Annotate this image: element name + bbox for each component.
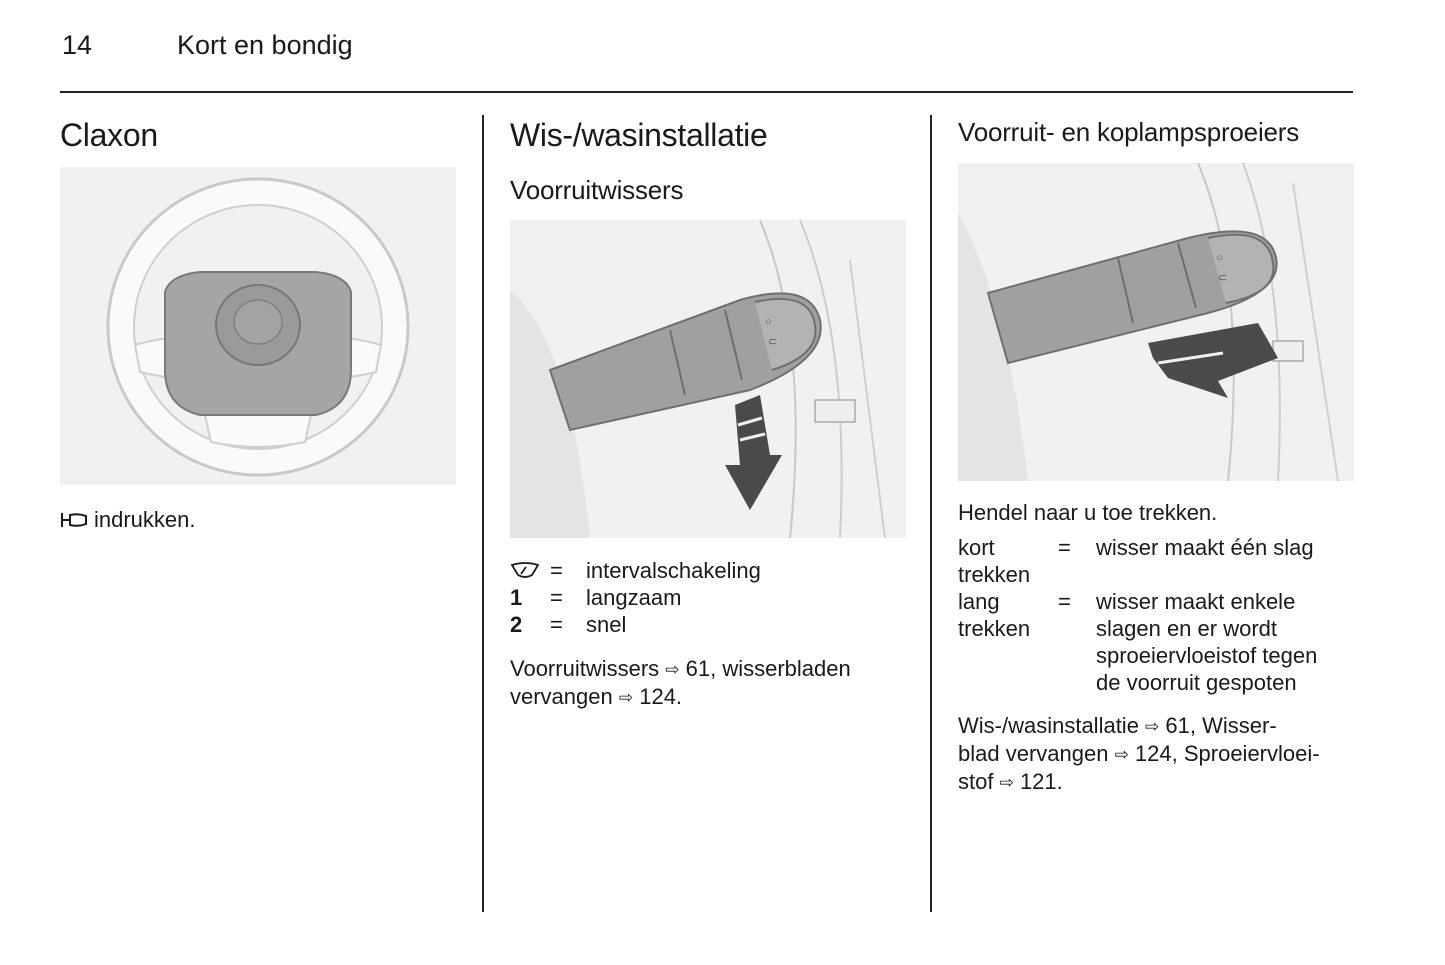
wiper-stalk-figure [510, 220, 906, 538]
definition-text: wisser maakt één slag [1096, 535, 1314, 560]
page-ref-arrow-icon: ⇨ [999, 773, 1014, 792]
horn-caption: indrukken. [94, 507, 196, 532]
definition-text: wisser maakt enkele [1096, 589, 1296, 614]
definition-text: sproeiervloeistof tegen [1096, 643, 1318, 668]
legend-key: 2 [510, 612, 523, 637]
definition-row-short [958, 534, 1356, 588]
legend-equals: = [550, 612, 563, 637]
horn-icon [60, 510, 90, 530]
column-divider-1 [482, 115, 484, 912]
section-heading-washers: Voorruit- en koplampsproeiers [958, 117, 1300, 147]
definition-row-long [958, 588, 1356, 696]
definition-term: trekken [958, 562, 1031, 587]
definition-term: kort [958, 535, 995, 560]
ref-text: blad vervangen [958, 741, 1115, 766]
ref-text: 61, wisserbladen [679, 656, 851, 681]
subheading-windshield-wipers: Voorruitwissers [510, 175, 684, 205]
washer-stalk-figure [958, 163, 1354, 481]
definition-text: slagen en er wordt [1096, 616, 1277, 641]
svg-text:○: ○ [765, 316, 772, 328]
legend-row-fast [510, 611, 761, 638]
legend-text: snel [586, 612, 627, 637]
washer-definitions [958, 534, 1356, 696]
page-number: 14 [62, 30, 93, 60]
header-rule [60, 91, 1353, 93]
svg-text:⊂: ⊂ [768, 336, 778, 348]
section-heading-claxon: Claxon [60, 117, 158, 153]
ref-text: stof [958, 769, 1000, 794]
legend-row-interval [510, 557, 761, 584]
ref-text: Voorruitwissers [510, 656, 666, 681]
svg-text:○: ○ [1216, 252, 1223, 264]
ref-text: 124, Sproeiervloei- [1128, 741, 1320, 766]
ref-text: 121. [1013, 769, 1063, 794]
definition-term: lang [958, 589, 1000, 614]
definition-text: de voorruit gespoten [1096, 670, 1297, 695]
page-ref-arrow-icon: ⇨ [618, 688, 634, 707]
legend-row-slow [510, 584, 761, 611]
page-title: Kort en bondig [177, 30, 353, 60]
ref-text: vervangen [510, 684, 619, 709]
column-divider-2 [930, 115, 932, 912]
page-ref-arrow-icon: ⇨ [665, 660, 680, 679]
horn-instruction [60, 506, 196, 533]
wiper-references [510, 655, 910, 711]
legend-equals: = [550, 558, 563, 583]
wiper-legend [510, 557, 761, 638]
legend-equals: = [550, 585, 563, 610]
ref-text: Wis-/wasinstallatie [958, 713, 1146, 738]
section-heading-wiper: Wis-/wasinstallatie [510, 117, 768, 153]
svg-text:⊂: ⊂ [1218, 272, 1228, 284]
definition-equals: = [1058, 535, 1071, 560]
page-ref-arrow-icon: ⇨ [1145, 717, 1160, 736]
definition-equals: = [1058, 589, 1071, 614]
washer-intro: Hendel naar u toe trekken. [958, 500, 1218, 525]
wiper-interval-icon [510, 557, 550, 584]
legend-key: 1 [510, 585, 523, 610]
steering-wheel-figure [60, 167, 456, 485]
ref-text: 61, Wisser- [1159, 713, 1277, 738]
definition-term: trekken [958, 616, 1031, 641]
washer-references [958, 712, 1358, 796]
legend-text: langzaam [586, 585, 682, 610]
ref-text: 124. [633, 684, 683, 709]
legend-text: intervalschakeling [586, 558, 761, 583]
page-ref-arrow-icon: ⇨ [1114, 745, 1129, 764]
